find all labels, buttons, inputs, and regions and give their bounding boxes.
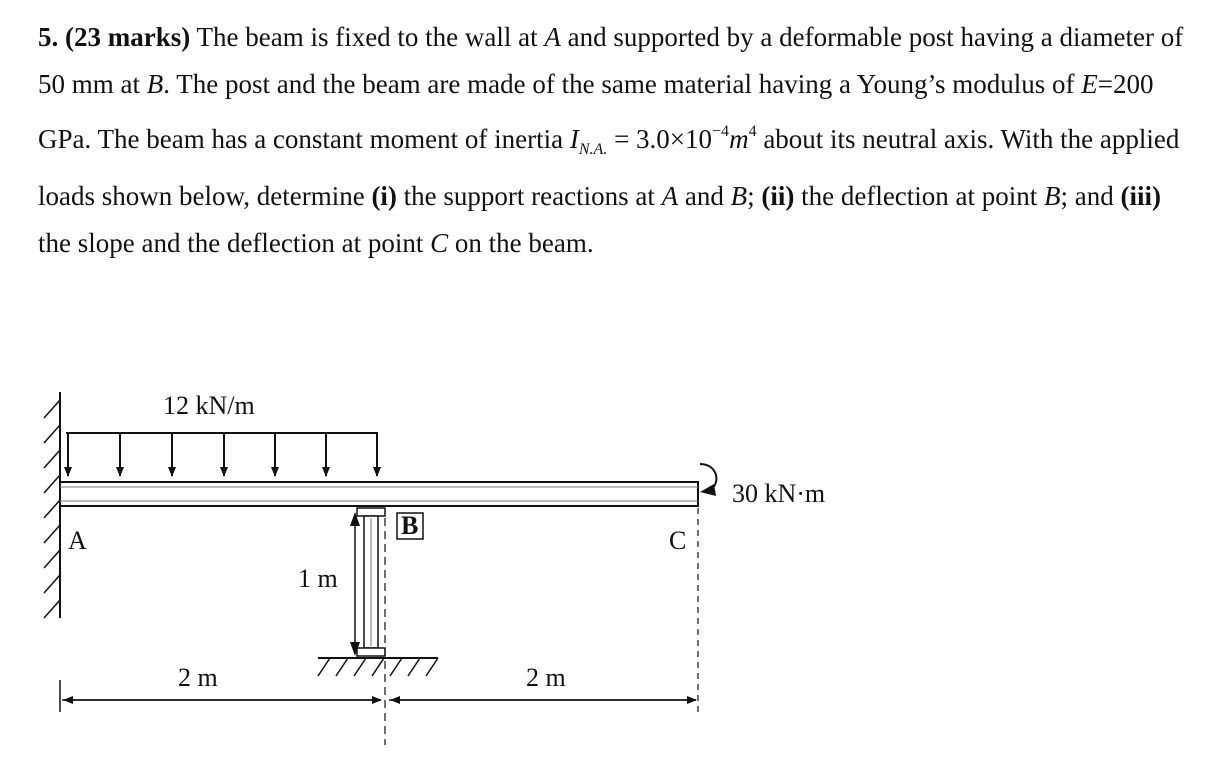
span-dimensions bbox=[60, 680, 696, 712]
point-c-label: C bbox=[669, 526, 687, 555]
inertia-value: = 3.0×10 bbox=[607, 124, 713, 154]
text: about its neutral axis. With the applied loads shown below, determine bbox=[38, 124, 1180, 211]
point-ref: B bbox=[1044, 181, 1061, 211]
point-ref: A bbox=[544, 22, 561, 52]
span-ab-label: 2 m bbox=[178, 663, 218, 692]
moment-arrow bbox=[700, 464, 716, 496]
problem-marks: (23 marks) bbox=[65, 22, 191, 52]
point-ref: B bbox=[730, 181, 748, 211]
inertia-subscript: N.A. bbox=[578, 141, 608, 158]
point-ref: B bbox=[146, 69, 164, 99]
point-b-label: B bbox=[401, 511, 419, 540]
text: . The post and the beam are made of the same material having a Young’s modulus of bbox=[163, 69, 1082, 99]
distributed-load bbox=[66, 433, 378, 476]
text: and bbox=[678, 181, 731, 211]
text: on the beam. bbox=[448, 228, 594, 258]
symbol-e: E bbox=[1081, 69, 1098, 99]
part-i: (i) bbox=[371, 181, 397, 211]
point-a-label: A bbox=[68, 526, 87, 555]
text: the deflection at point bbox=[794, 181, 1045, 211]
part-iii: (iii) bbox=[1120, 181, 1162, 211]
post-length-label: 1 m bbox=[298, 564, 338, 593]
ground bbox=[318, 658, 438, 676]
post bbox=[357, 508, 385, 656]
point-ref: A bbox=[661, 181, 679, 211]
point-ref: C bbox=[430, 228, 449, 258]
inertia-symbol: I bbox=[569, 124, 579, 154]
text: the slope and the deflection at point bbox=[38, 228, 431, 258]
span-bc-label: 2 m bbox=[526, 663, 566, 692]
fixed-wall bbox=[44, 392, 60, 618]
part-ii: (ii) bbox=[761, 181, 795, 211]
beam bbox=[60, 482, 698, 506]
problem-number: 5. bbox=[38, 22, 59, 52]
inertia-unit-exponent: 4 bbox=[748, 123, 757, 140]
post-height-dimension bbox=[350, 512, 360, 656]
moment-label: 30 kN·m bbox=[732, 479, 826, 508]
inertia-unit: m bbox=[729, 124, 749, 154]
text: =200 GPa. The beam has a constant moment of inertia bbox=[38, 69, 1154, 154]
text: and supported by a deformable post having a diameter of 50 mm at bbox=[38, 22, 1184, 99]
text: the support reactions at bbox=[396, 181, 662, 211]
load-label: 12 kN/m bbox=[163, 391, 255, 420]
text: ; bbox=[747, 181, 762, 211]
inertia-exponent: −4 bbox=[712, 123, 730, 140]
text: The beam is fixed to the wall at bbox=[190, 22, 545, 52]
text: ; and bbox=[1060, 181, 1121, 211]
